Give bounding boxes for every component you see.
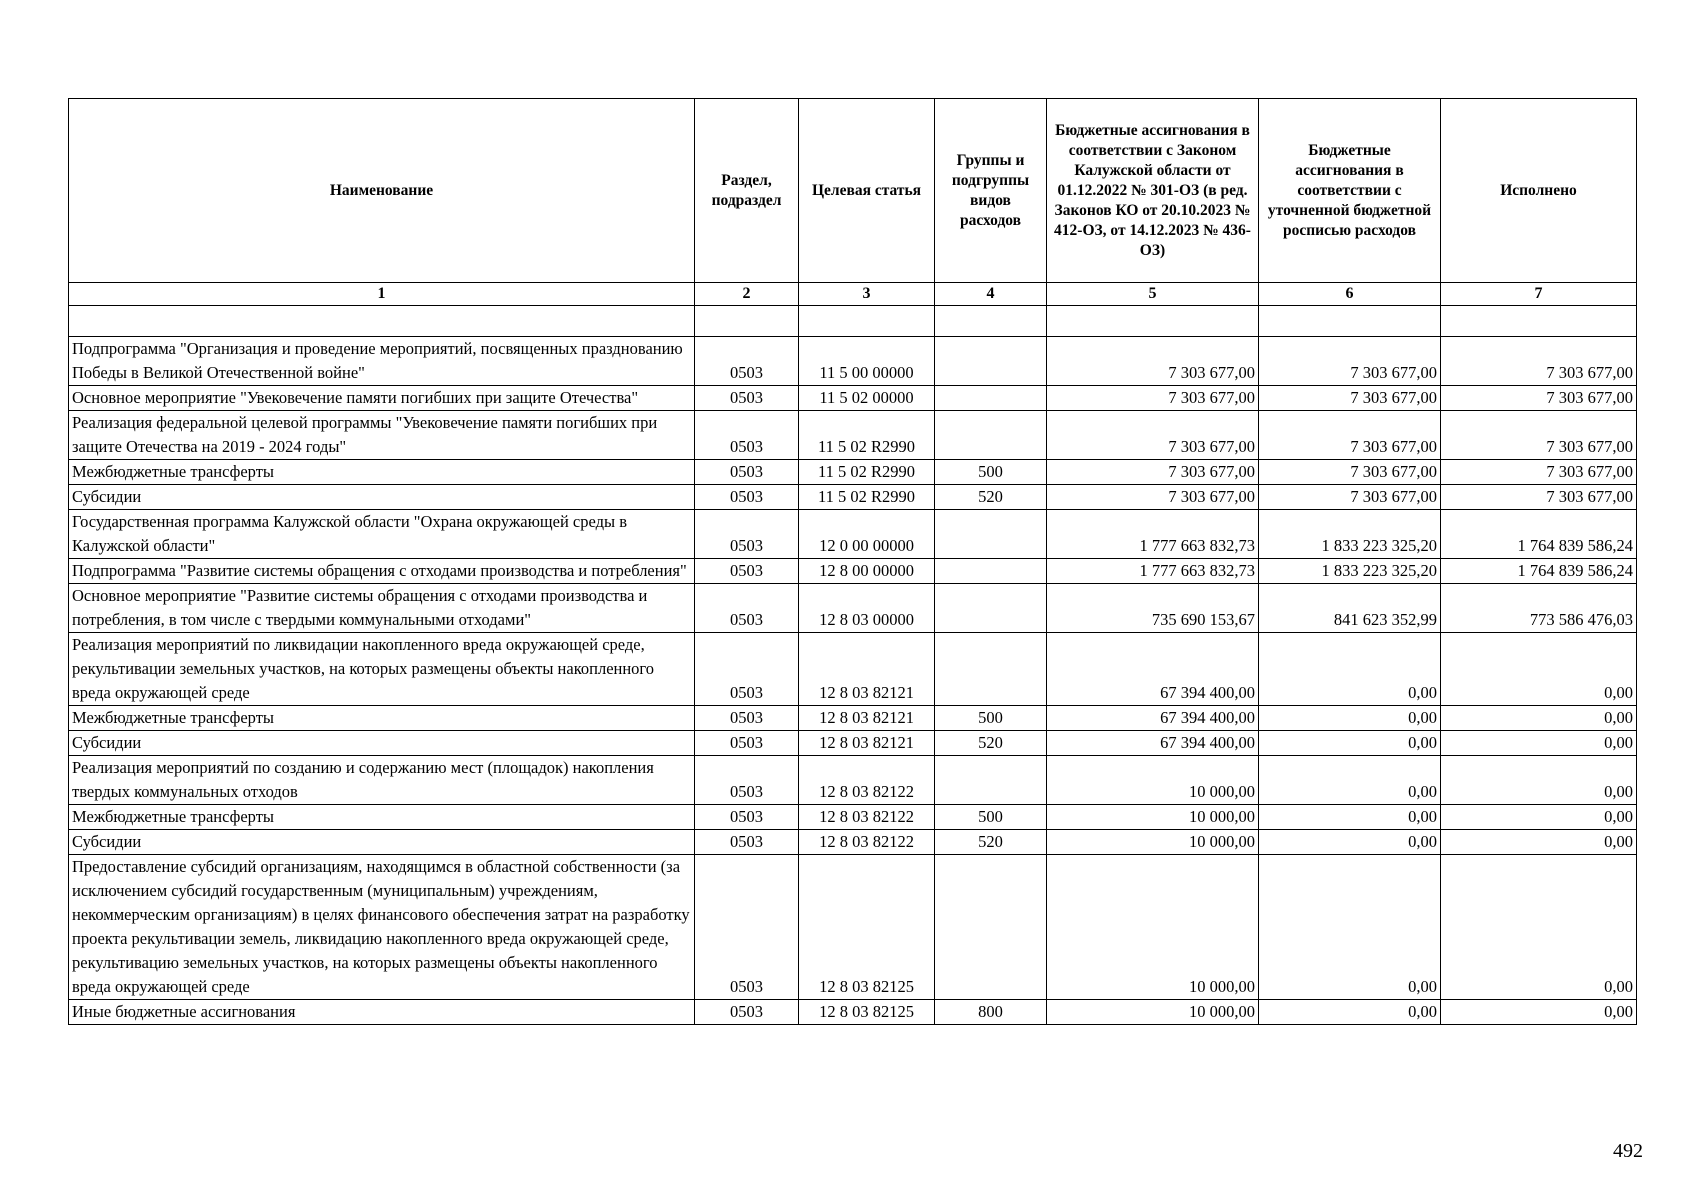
row-group: [935, 337, 1047, 386]
row-executed: 7 303 677,00: [1441, 411, 1637, 460]
row-target: 12 8 03 82121: [799, 706, 935, 731]
row-name: Межбюджетные трансферты: [69, 706, 695, 731]
row-group: [935, 855, 1047, 1000]
row-refined: 841 623 352,99: [1259, 584, 1441, 633]
row-refined: 0,00: [1259, 855, 1441, 1000]
row-executed: 0,00: [1441, 731, 1637, 756]
row-law: 67 394 400,00: [1047, 706, 1259, 731]
row-law: 10 000,00: [1047, 805, 1259, 830]
row-name: Субсидии: [69, 830, 695, 855]
row-refined: 0,00: [1259, 706, 1441, 731]
row-section: 0503: [695, 411, 799, 460]
row-group: [935, 756, 1047, 805]
row-name: Субсидии: [69, 731, 695, 756]
row-target: 12 8 03 00000: [799, 584, 935, 633]
row-executed: 7 303 677,00: [1441, 386, 1637, 411]
table-row: [69, 805, 1637, 830]
table-row: [69, 1000, 1637, 1025]
row-refined: 0,00: [1259, 805, 1441, 830]
row-group: [935, 633, 1047, 706]
row-law: 10 000,00: [1047, 756, 1259, 805]
row-law: 7 303 677,00: [1047, 485, 1259, 510]
table-row: [69, 830, 1637, 855]
row-section: 0503: [695, 386, 799, 411]
row-refined: 7 303 677,00: [1259, 386, 1441, 411]
row-group: 500: [935, 460, 1047, 485]
row-section: 0503: [695, 510, 799, 559]
row-target: 12 8 03 82125: [799, 855, 935, 1000]
row-refined: 0,00: [1259, 830, 1441, 855]
row-refined: 1 833 223 325,20: [1259, 510, 1441, 559]
header-groups: Группы и подгруппы видов расходов: [935, 99, 1047, 283]
row-name: Основное мероприятие "Увековечение памяти погибших при защите Отечества": [69, 386, 695, 411]
table-row: [69, 460, 1637, 485]
row-group: 520: [935, 731, 1047, 756]
row-group: [935, 411, 1047, 460]
table-row: [69, 510, 1637, 559]
row-executed: 7 303 677,00: [1441, 485, 1637, 510]
spacer-row: [69, 306, 1637, 337]
row-section: 0503: [695, 584, 799, 633]
row-section: 0503: [695, 855, 799, 1000]
table-row: [69, 485, 1637, 510]
row-name: Субсидии: [69, 485, 695, 510]
table-row: [69, 584, 1637, 633]
row-refined: 0,00: [1259, 1000, 1441, 1025]
row-refined: 1 833 223 325,20: [1259, 559, 1441, 584]
row-refined: 0,00: [1259, 731, 1441, 756]
table-row: [69, 337, 1637, 386]
row-group: 520: [935, 485, 1047, 510]
row-section: 0503: [695, 756, 799, 805]
row-name: Реализация федеральной целевой программы "Увековечение памяти погибших при защите Отечества на 2019 - 2024 годы": [69, 411, 695, 460]
row-target: 12 0 00 00000: [799, 510, 935, 559]
budget-table: [68, 98, 1637, 1025]
row-executed: 0,00: [1441, 633, 1637, 706]
header-executed: Исполнено: [1441, 99, 1637, 283]
header-law-assign: Бюджетные ассигнования в соответствии с Законом Калужской области от 01.12.2022 № 301-ОЗ (в ред. Законов КО от 20.10.2023 № 412-ОЗ, от 14.12.2023 № 436-ОЗ): [1047, 99, 1259, 283]
column-number: 7: [1441, 283, 1637, 306]
row-law: 7 303 677,00: [1047, 411, 1259, 460]
row-executed: 0,00: [1441, 1000, 1637, 1025]
row-name: Иные бюджетные ассигнования: [69, 1000, 695, 1025]
row-executed: 0,00: [1441, 756, 1637, 805]
table-row: [69, 386, 1637, 411]
row-target: 12 8 03 82122: [799, 756, 935, 805]
row-target: 12 8 03 82121: [799, 731, 935, 756]
row-law: 7 303 677,00: [1047, 460, 1259, 485]
row-group: 500: [935, 706, 1047, 731]
row-target: 11 5 02 R2990: [799, 460, 935, 485]
row-section: 0503: [695, 805, 799, 830]
row-executed: 0,00: [1441, 830, 1637, 855]
row-executed: 1 764 839 586,24: [1441, 559, 1637, 584]
row-section: 0503: [695, 706, 799, 731]
row-group: [935, 386, 1047, 411]
row-refined: 0,00: [1259, 756, 1441, 805]
row-refined: 7 303 677,00: [1259, 460, 1441, 485]
row-group: 800: [935, 1000, 1047, 1025]
row-name: Межбюджетные трансферты: [69, 805, 695, 830]
row-group: [935, 559, 1047, 584]
row-name: Реализация мероприятий по созданию и содержанию мест (площадок) накопления твердых коммунальных отходов: [69, 756, 695, 805]
row-law: 7 303 677,00: [1047, 386, 1259, 411]
row-law: 67 394 400,00: [1047, 731, 1259, 756]
row-section: 0503: [695, 633, 799, 706]
row-refined: 7 303 677,00: [1259, 337, 1441, 386]
row-law: 1 777 663 832,73: [1047, 510, 1259, 559]
header-name: Наименование: [69, 99, 695, 283]
row-name: Реализация мероприятий по ликвидации накопленного вреда окружающей среде, рекультивации земельных участков, на которых размещены объекты накопленного вреда окружающей среде: [69, 633, 695, 706]
header-section: Раздел, подраздел: [695, 99, 799, 283]
row-target: 12 8 00 00000: [799, 559, 935, 584]
row-section: 0503: [695, 731, 799, 756]
row-group: [935, 584, 1047, 633]
row-executed: 1 764 839 586,24: [1441, 510, 1637, 559]
column-number: 5: [1047, 283, 1259, 306]
row-law: 1 777 663 832,73: [1047, 559, 1259, 584]
column-number: 1: [69, 283, 695, 306]
row-section: 0503: [695, 1000, 799, 1025]
row-group: [935, 510, 1047, 559]
row-refined: 7 303 677,00: [1259, 411, 1441, 460]
row-law: 735 690 153,67: [1047, 584, 1259, 633]
row-target: 11 5 02 R2990: [799, 411, 935, 460]
row-section: 0503: [695, 559, 799, 584]
row-law: 7 303 677,00: [1047, 337, 1259, 386]
row-section: 0503: [695, 337, 799, 386]
row-name: Предоставление субсидий организациям, находящимся в областной собственности (за исключением субсидий государственным (муниципальным) учреждениям, некоммерческим организациям) в целях финансового обеспечения затрат на разработку проекта рекультивации земель, ликвидацию накопленного вреда окружающей среде, рекультивацию земельных участков, на которых размещены объекты накопленного вреда окружающей среде: [69, 855, 695, 1000]
row-group: 520: [935, 830, 1047, 855]
row-executed: 0,00: [1441, 805, 1637, 830]
row-name: Государственная программа Калужской области "Охрана окружающей среды в Калужской области": [69, 510, 695, 559]
row-target: 12 8 03 82122: [799, 830, 935, 855]
row-section: 0503: [695, 830, 799, 855]
row-law: 10 000,00: [1047, 855, 1259, 1000]
row-executed: 7 303 677,00: [1441, 337, 1637, 386]
row-executed: 0,00: [1441, 706, 1637, 731]
row-executed: 773 586 476,03: [1441, 584, 1637, 633]
table-row: [69, 756, 1637, 805]
row-executed: 7 303 677,00: [1441, 460, 1637, 485]
column-number-row: [69, 283, 1637, 306]
row-group: 500: [935, 805, 1047, 830]
row-section: 0503: [695, 460, 799, 485]
table-row: [69, 411, 1637, 460]
header-refined-assign: Бюджетные ассигнования в соответствии с уточненной бюджетной росписью расходов: [1259, 99, 1441, 283]
row-name: Основное мероприятие "Развитие системы обращения с отходами производства и потребления, в том числе с твердыми коммунальными отходами": [69, 584, 695, 633]
row-name: Подпрограмма "Развитие системы обращения с отходами производства и потребления": [69, 559, 695, 584]
table-row: [69, 731, 1637, 756]
column-number: 4: [935, 283, 1047, 306]
row-target: 12 8 03 82121: [799, 633, 935, 706]
row-name: Подпрограмма "Организация и проведение мероприятий, посвященных празднованию Победы в Великой Отечественной войне": [69, 337, 695, 386]
column-number: 6: [1259, 283, 1441, 306]
row-target: 11 5 02 00000: [799, 386, 935, 411]
row-target: 11 5 02 R2990: [799, 485, 935, 510]
row-refined: 0,00: [1259, 633, 1441, 706]
table-row: [69, 855, 1637, 1000]
row-name: Межбюджетные трансферты: [69, 460, 695, 485]
table-row: [69, 559, 1637, 584]
header-target: Целевая статья: [799, 99, 935, 283]
table-row: [69, 633, 1637, 706]
row-target: 11 5 00 00000: [799, 337, 935, 386]
column-number: 3: [799, 283, 935, 306]
row-law: 10 000,00: [1047, 830, 1259, 855]
page-number: 492: [1613, 1140, 1643, 1162]
header-row: [69, 99, 1637, 283]
row-target: 12 8 03 82125: [799, 1000, 935, 1025]
row-executed: 0,00: [1441, 855, 1637, 1000]
row-section: 0503: [695, 485, 799, 510]
table-row: [69, 706, 1637, 731]
column-number: 2: [695, 283, 799, 306]
row-law: 10 000,00: [1047, 1000, 1259, 1025]
row-refined: 7 303 677,00: [1259, 485, 1441, 510]
row-law: 67 394 400,00: [1047, 633, 1259, 706]
row-target: 12 8 03 82122: [799, 805, 935, 830]
